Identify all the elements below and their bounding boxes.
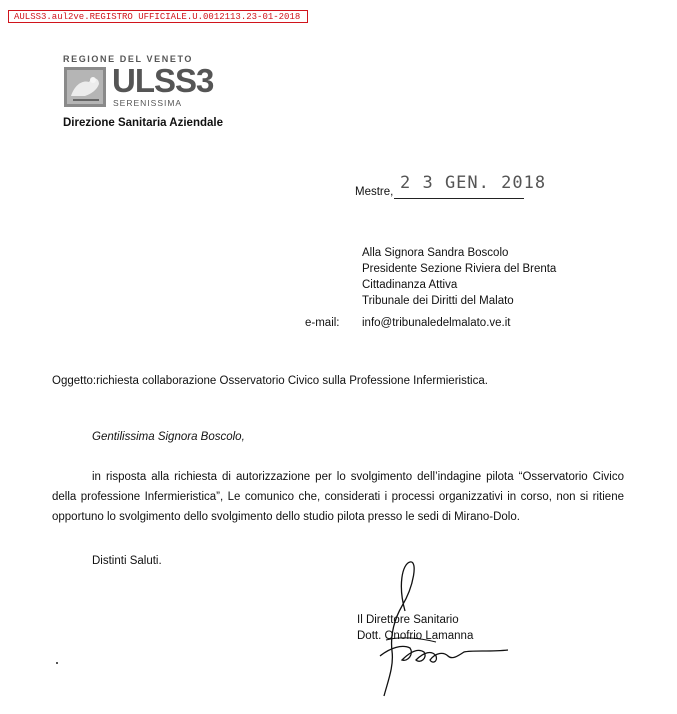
recipient-line: Alla Signora Sandra Boscolo — [362, 247, 509, 259]
protocol-stamp — [8, 10, 308, 23]
recipient-line: Cittadinanza Attiva — [362, 279, 458, 291]
protocol-stamp-text: AULSS3.aul2ve.REGISTRO UFFICIALE.U.0012113.23-01-2018 — [14, 12, 301, 22]
salutation: Gentilissima Signora Boscolo, — [92, 431, 245, 443]
subject-label: Oggetto: — [52, 375, 97, 387]
email-address: info@tribunaledelmalato.ve.it — [362, 317, 511, 329]
recipient-line: Presidente Sezione Riviera del Brenta — [362, 263, 557, 275]
handwritten-signature — [340, 556, 530, 706]
logo-text: ULSS3 — [112, 62, 214, 99]
date-place: Mestre, — [355, 186, 394, 198]
closing: Distinti Saluti. — [92, 555, 162, 567]
region-name: REGIONE DEL VENETO — [63, 54, 193, 64]
department-name: Direzione Sanitaria Aziendale — [63, 117, 223, 129]
subject-line — [52, 375, 488, 387]
date-stamp: 2 3 GEN. 2018 — [400, 173, 547, 193]
email-label: e-mail: — [305, 317, 340, 329]
region-emblem-icon — [63, 66, 107, 108]
scan-speck — [56, 662, 58, 664]
logo-subtext: SERENISSIMA — [113, 98, 183, 108]
letter-body: in risposta alla richiesta di autorizzazione per lo svolgimento dell’indagine pilota “Osservatorio Civico della professione Infermieristica”, Le comunico che, considerati i processi organizzativi in corso, non si ritiene opportuno lo svolgimento dello svolgimento dello studio pilota presso le sedi di Mirano-Dolo. — [52, 471, 624, 523]
signer-name: Dott. Onofrio Lamanna — [357, 630, 474, 642]
recipient-address — [362, 245, 556, 309]
subject-text: richiesta collaborazione Osservatorio Civico sulla Professione Infermieristica. — [96, 375, 488, 387]
signer-title: Il Direttore Sanitario — [357, 614, 459, 626]
recipient-line: Tribunale dei Diritti del Malato — [362, 295, 514, 307]
